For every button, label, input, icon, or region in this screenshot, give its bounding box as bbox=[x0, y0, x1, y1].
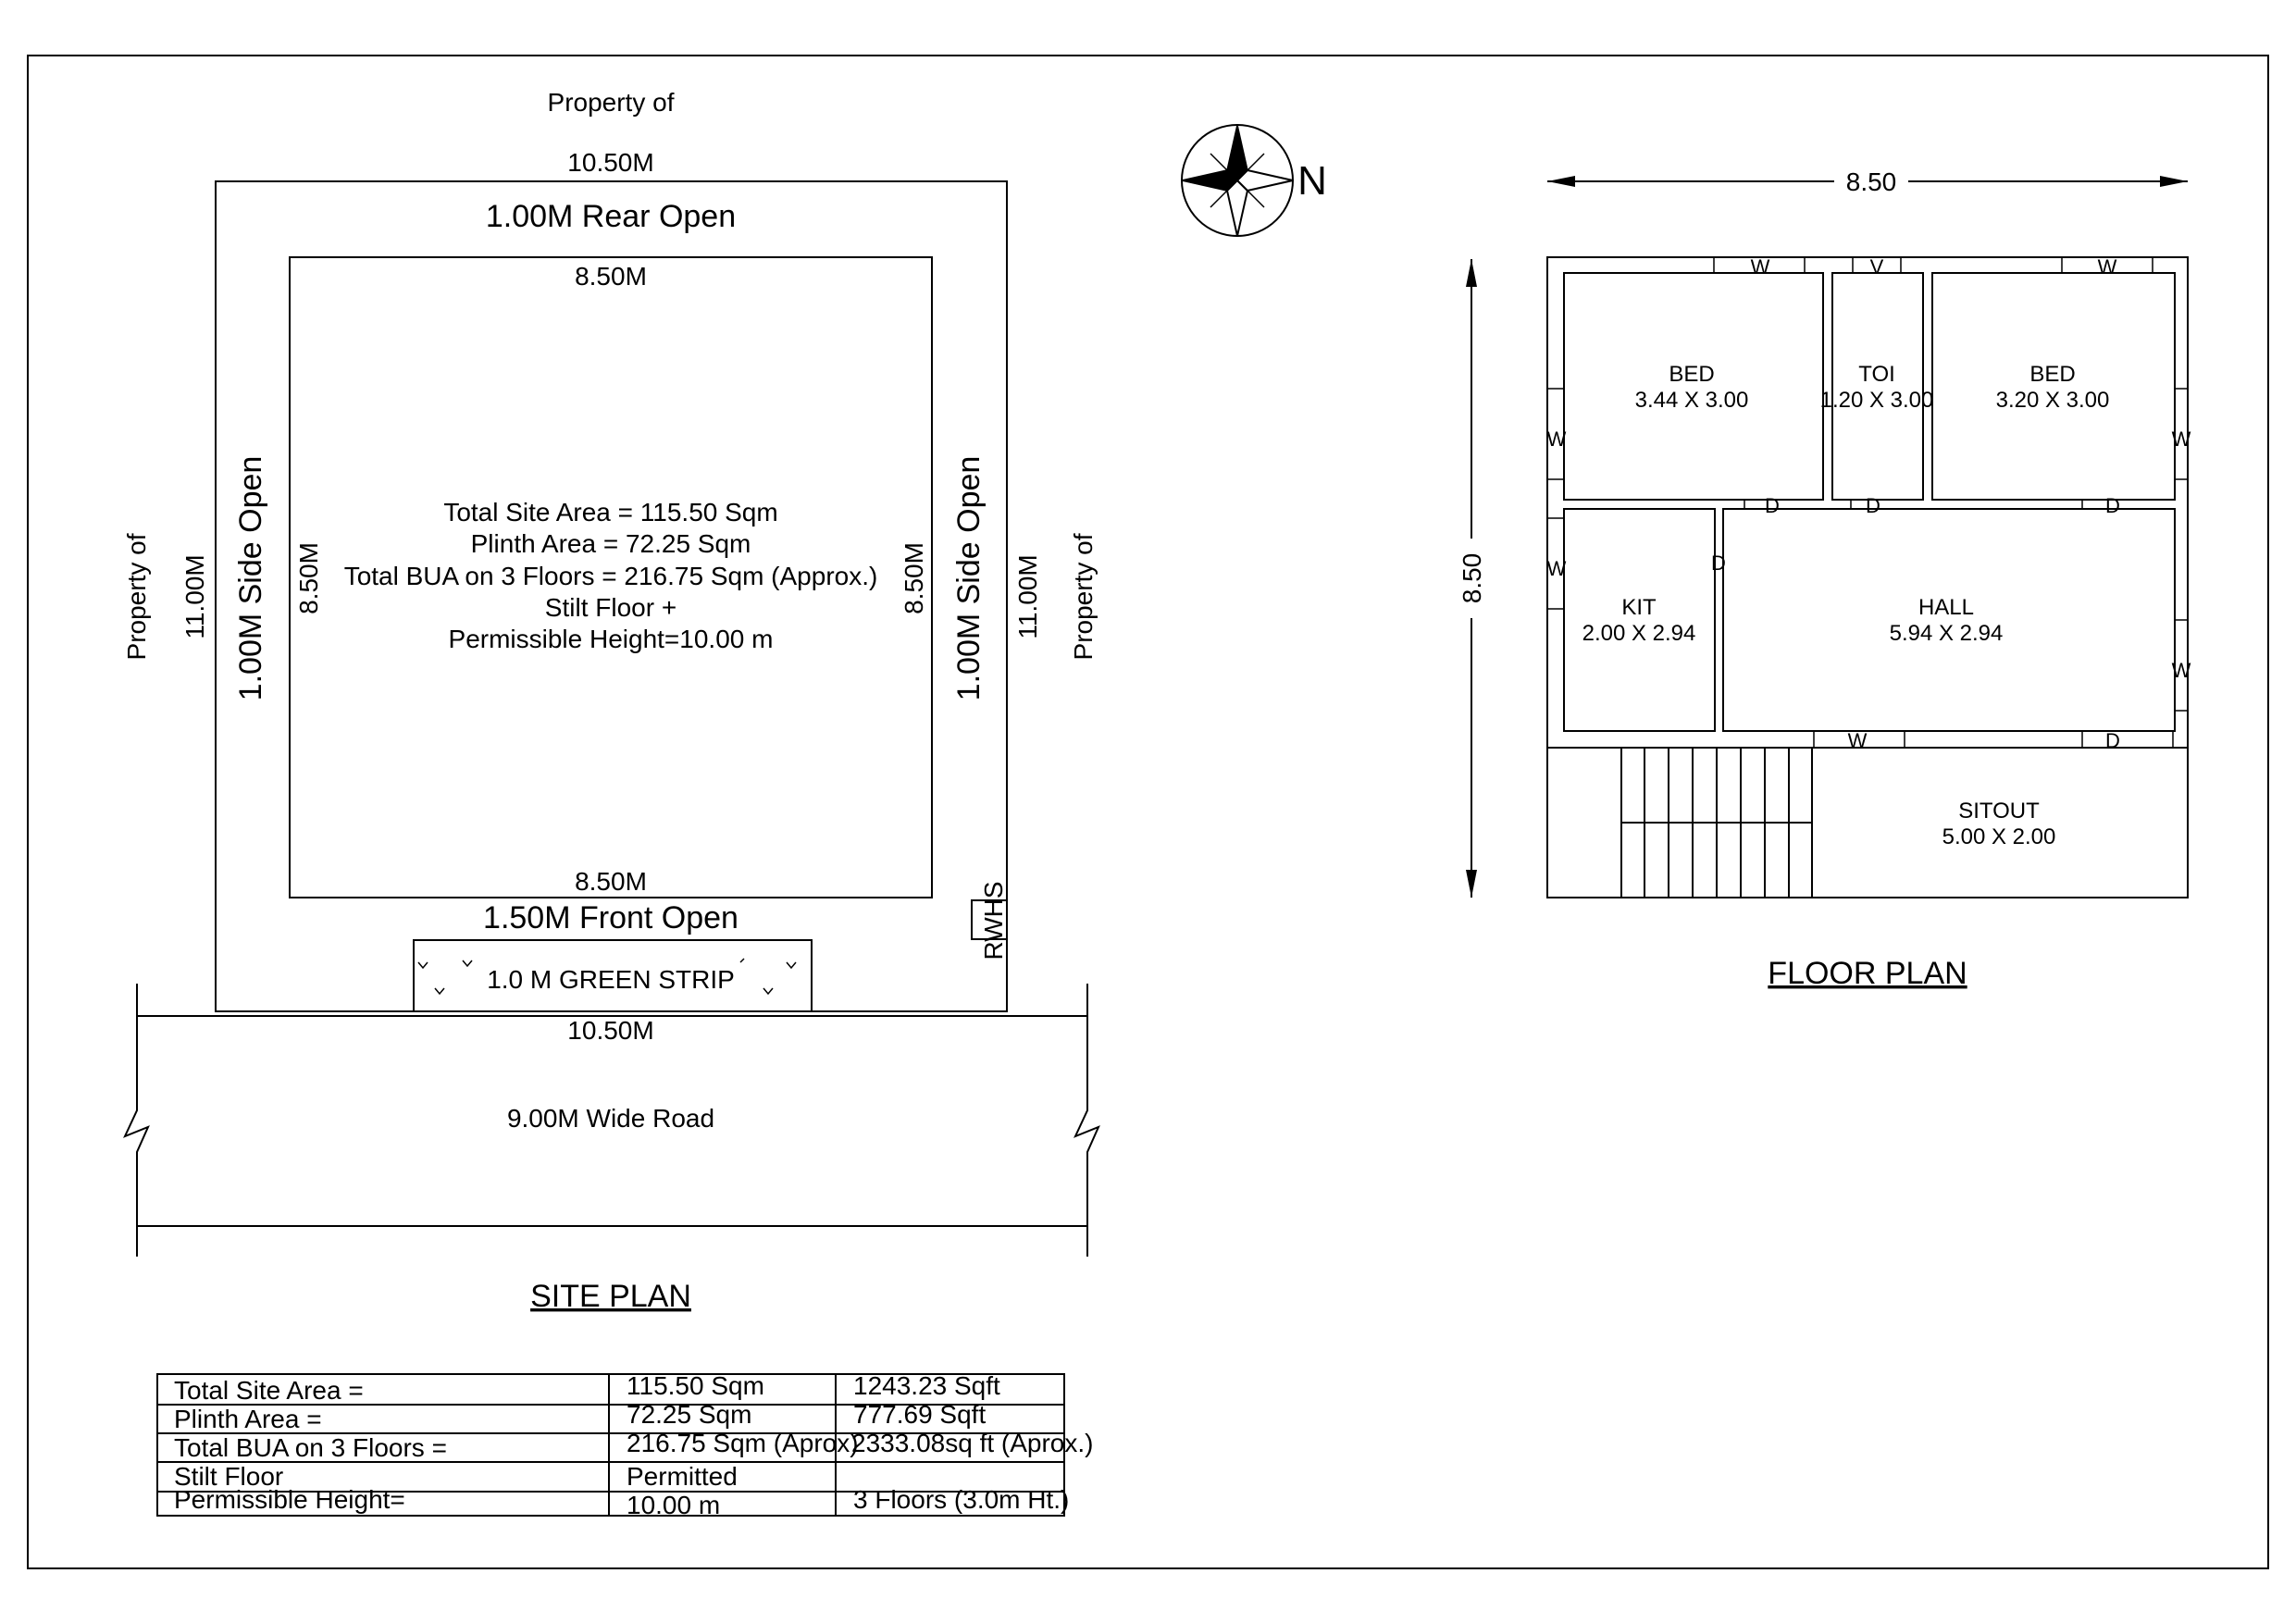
rwhs-label: RWHS bbox=[979, 881, 1008, 960]
table-cell: Stilt Floor bbox=[174, 1462, 284, 1491]
plot-length-left: 11.00M bbox=[180, 554, 209, 639]
window-mark: W bbox=[1546, 427, 1567, 451]
north-compass bbox=[1182, 125, 1327, 236]
compass-north-label: N bbox=[1297, 158, 1327, 204]
room-size: 5.00 X 2.00 bbox=[1942, 824, 2056, 849]
table-cell: Total BUA on 3 Floors = bbox=[174, 1433, 447, 1462]
table-cell: 216.75 Sqm (Aprox) bbox=[627, 1429, 859, 1457]
door-mark: D bbox=[1866, 494, 1880, 517]
ventilator-mark: V bbox=[1869, 255, 1884, 279]
door-mark: D bbox=[1765, 494, 1780, 517]
table-cell: 1243.23 Sqft bbox=[853, 1371, 1000, 1400]
room-name: BED bbox=[1669, 362, 1715, 387]
room-kitchen bbox=[1564, 509, 1715, 731]
building-length-left: 8.50M bbox=[294, 542, 323, 614]
rear-setback-label: 1.00M Rear Open bbox=[485, 199, 737, 234]
area-table bbox=[157, 1371, 1093, 1519]
front-setback-label: 1.50M Front Open bbox=[483, 900, 738, 935]
floor-plan-title: FLOOR PLAN bbox=[1768, 956, 1967, 991]
room-name: HALL bbox=[1917, 595, 1975, 620]
right-setback-label: 1.00M Side Open bbox=[951, 455, 987, 701]
road-label: 9.00M Wide Road bbox=[506, 1104, 715, 1133]
table-cell: 115.50 Sqm bbox=[627, 1371, 764, 1400]
room-name: TOI bbox=[1858, 362, 1895, 387]
window-mark: W bbox=[2171, 659, 2191, 682]
table-cell: Permissible Height= bbox=[174, 1485, 405, 1514]
building-width-top: 8.50M bbox=[575, 262, 647, 291]
room-size: 3.44 X 3.00 bbox=[1634, 388, 1749, 413]
door-mark: D bbox=[1711, 551, 1726, 575]
window-mark: W bbox=[2097, 255, 2117, 279]
table-cell: 777.69 Sqft bbox=[853, 1400, 987, 1429]
compass-needle-east bbox=[1237, 170, 1293, 191]
room-size: 3.20 X 3.00 bbox=[1995, 388, 2110, 413]
table-cell: Plinth Area = bbox=[174, 1405, 322, 1433]
compass-needle-west bbox=[1182, 170, 1237, 191]
floor-plan-height-dim: 8.50 bbox=[1458, 552, 1486, 604]
room-name: KIT bbox=[1621, 595, 1657, 620]
floor-plan-outline bbox=[1547, 257, 2188, 898]
window-mark: W bbox=[1750, 255, 1770, 279]
floor-plan bbox=[1458, 167, 2191, 991]
window-mark: W bbox=[1546, 557, 1567, 580]
right-property-label: Property of bbox=[1069, 533, 1098, 661]
room-size: 2.00 X 2.94 bbox=[1582, 621, 1696, 646]
building-width-bottom: 8.50M bbox=[575, 867, 647, 896]
plot-width-top: 10.50M bbox=[567, 148, 654, 177]
door-mark: D bbox=[2105, 729, 2120, 752]
table-cell: 2333.08sq ft (Aprox.) bbox=[851, 1429, 1094, 1457]
note-stilt-floor: Stilt Floor + bbox=[544, 593, 677, 622]
table-cell: 72.25 Sqm bbox=[627, 1400, 752, 1429]
left-property-label: Property of bbox=[122, 533, 151, 661]
floor-plan-width-dim: 8.50 bbox=[1845, 167, 1897, 196]
left-setback-label: 1.00M Side Open bbox=[233, 455, 268, 701]
building-length-right: 8.50M bbox=[900, 542, 928, 614]
note-plinth-area: Plinth Area = 72.25 Sqm bbox=[470, 529, 751, 558]
room-name: SITOUT bbox=[1958, 799, 2040, 824]
table-cell: 10.00 m bbox=[627, 1491, 721, 1519]
table-cell: Total Site Area = bbox=[174, 1376, 364, 1405]
window-mark: W bbox=[1847, 729, 1868, 752]
door-mark: D bbox=[2105, 494, 2120, 517]
window-mark: W bbox=[2171, 427, 2191, 451]
note-site-area: Total Site Area = 115.50 Sqm bbox=[443, 498, 778, 527]
top-property-label: Property of bbox=[547, 88, 675, 117]
site-plan bbox=[122, 88, 1098, 1314]
room-size: 1.20 X 3.00 bbox=[1819, 388, 1934, 413]
room-name: BED bbox=[2029, 362, 2076, 387]
green-strip-label: 1.0 M GREEN STRIP bbox=[487, 965, 735, 994]
site-plan-title: SITE PLAN bbox=[530, 1279, 691, 1314]
plot-width-bottom: 10.50M bbox=[567, 1016, 654, 1045]
table-cell: 3 Floors (3.0m Ht.) bbox=[853, 1485, 1070, 1514]
staircase bbox=[1621, 748, 1812, 898]
note-total-bua: Total BUA on 3 Floors = 216.75 Sqm (Approx.) bbox=[343, 562, 878, 590]
room-size: 5.94 X 2.94 bbox=[1889, 621, 2004, 646]
room-hall bbox=[1723, 509, 2175, 731]
plot-length-right: 11.00M bbox=[1013, 554, 1042, 639]
table-cell: Permitted bbox=[627, 1462, 738, 1491]
note-permissible-height: Permissible Height=10.00 m bbox=[448, 625, 774, 653]
